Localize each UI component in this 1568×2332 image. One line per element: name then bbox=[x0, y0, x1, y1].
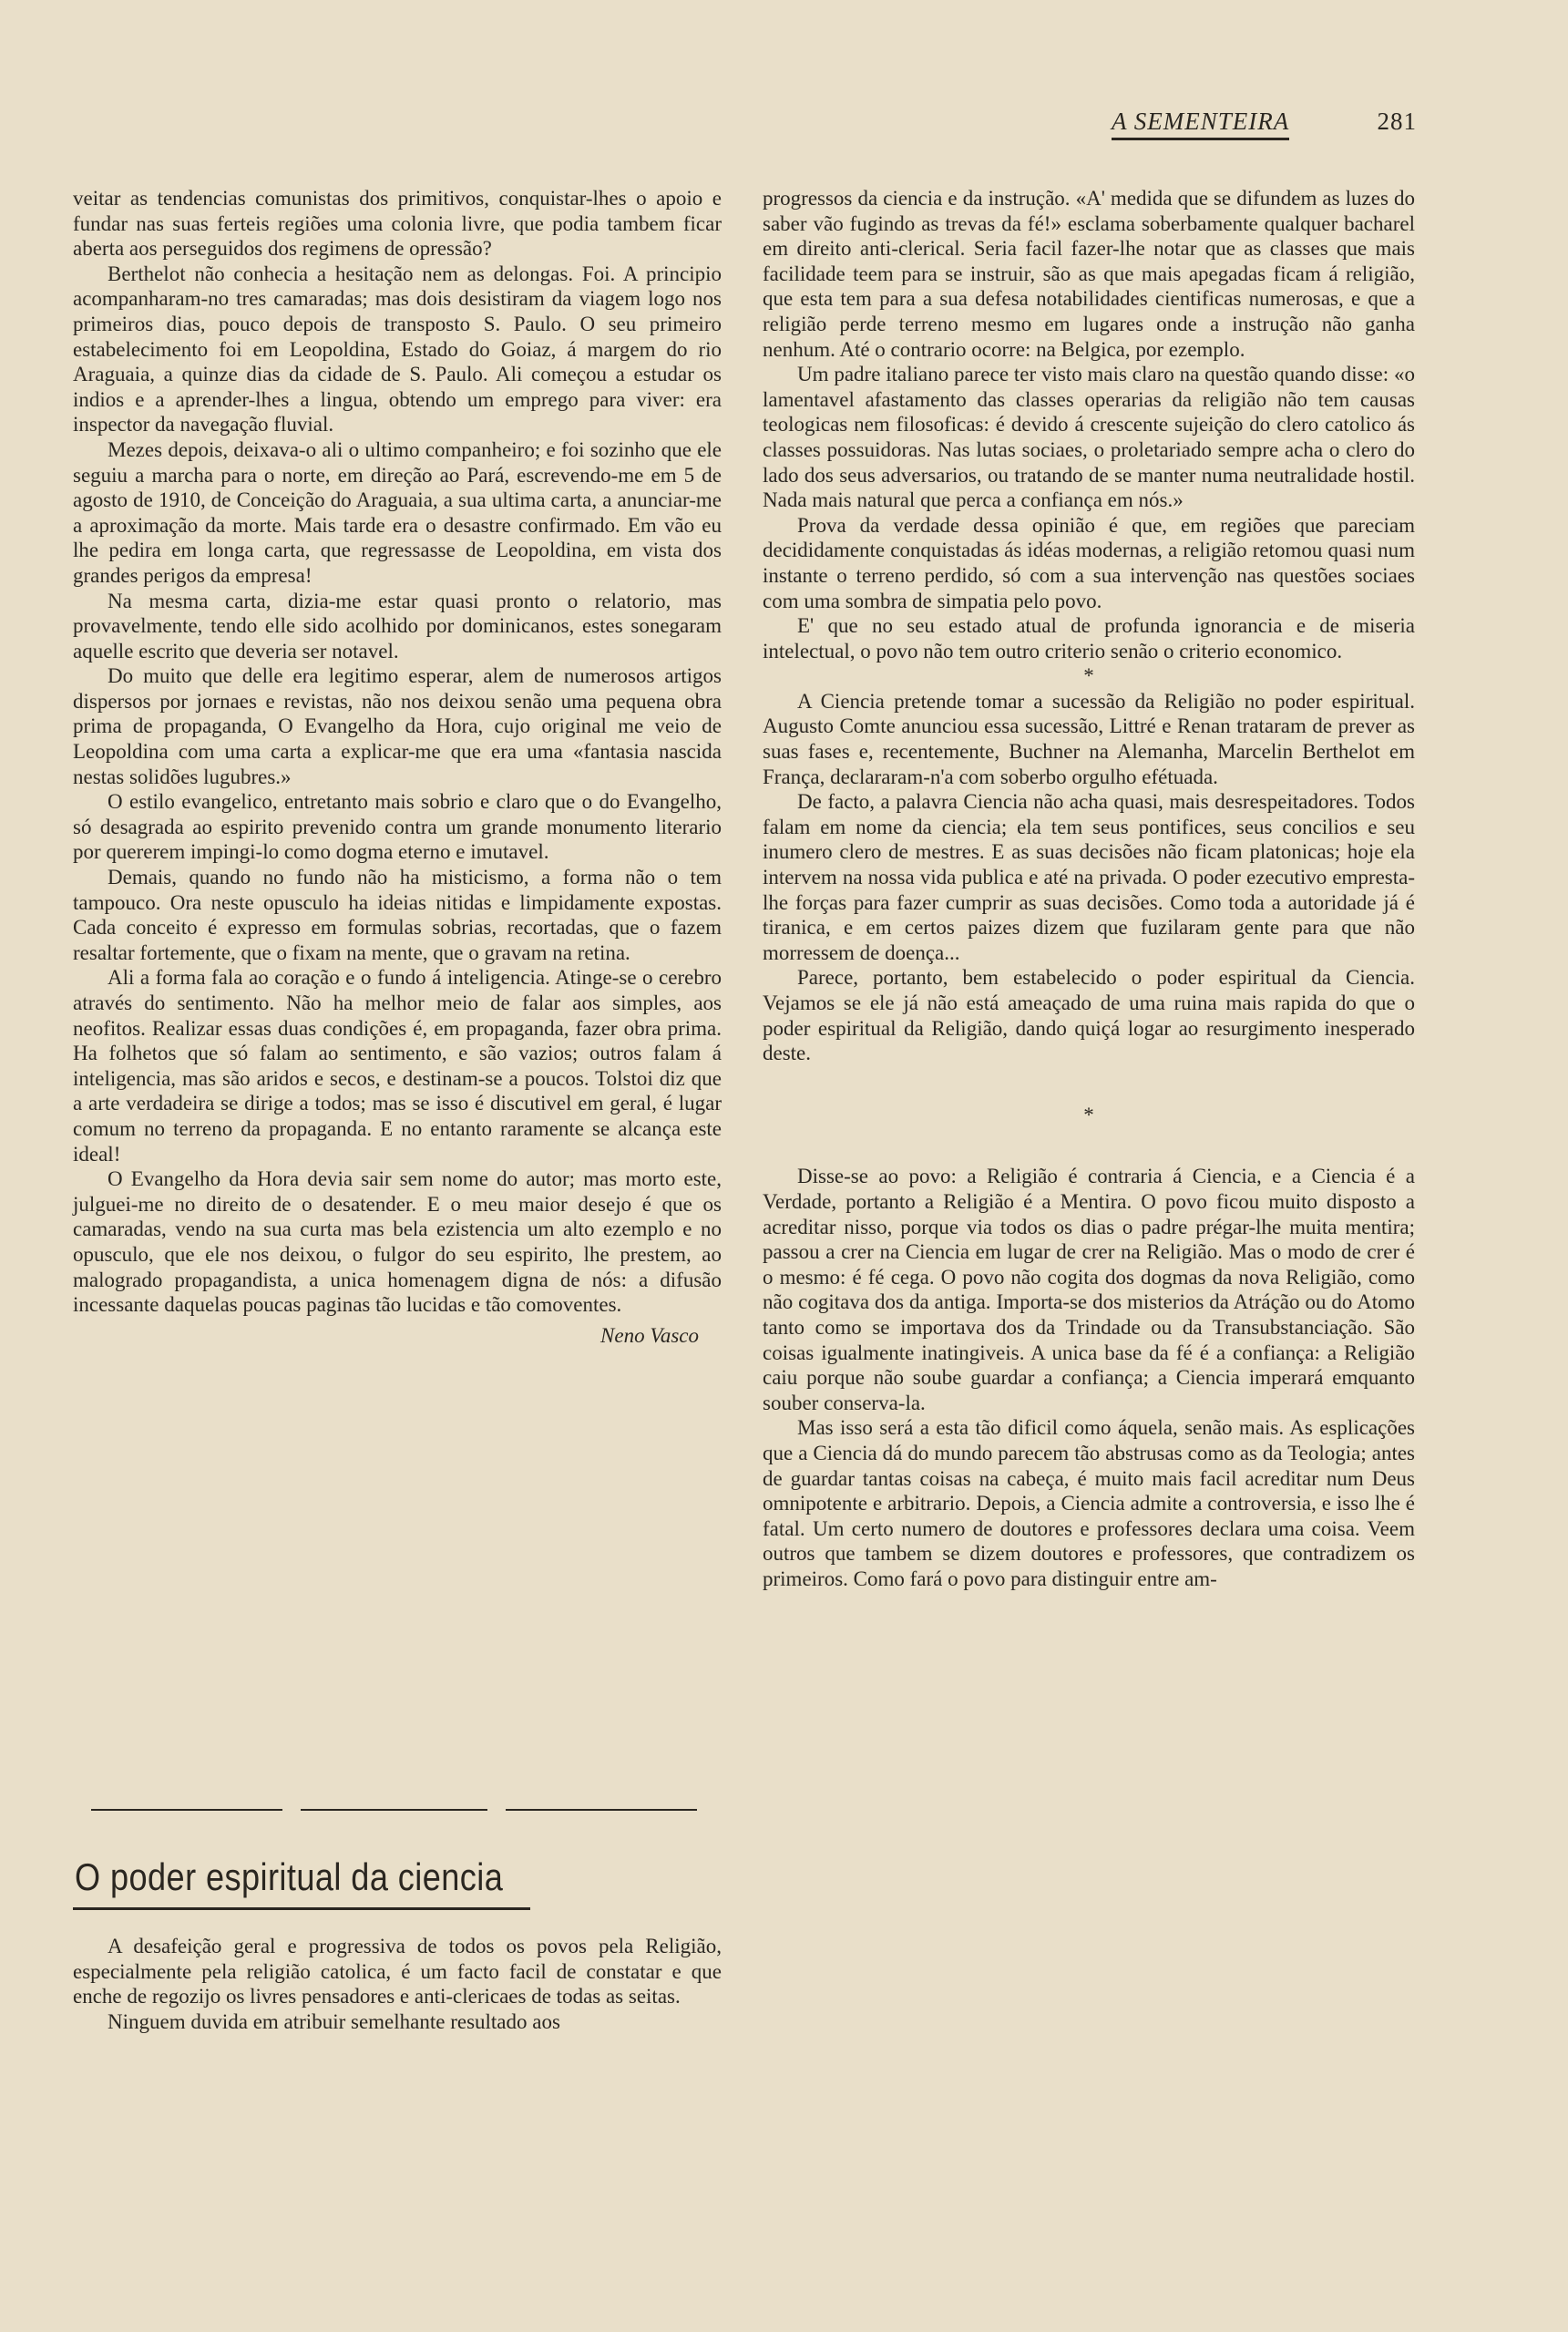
right-column bbox=[763, 186, 1415, 2100]
section-asterisk: * bbox=[1083, 664, 1094, 688]
journal-title: A SEMENTEIRA bbox=[1112, 108, 1289, 140]
page-number: 281 bbox=[1377, 108, 1417, 135]
paragraph: De facto, a palavra Ciencia não acha quasi, mais desrespeitadores. Todos falam em nome da ciencia; ela tem seus pontifices, seus concilios e seu inumero clero de mestres. E as suas decisões não ficam platonicas; hoje ela intervem na nossa vida publica e até na privada. O poder ezecutivo empresta-lhe forças para fazer cumprir as suas decisões. Como toda a autoridade já é tiranica, e em certos paizes dizem que fuzilaram gente para que não morressem de doença... bbox=[763, 790, 1415, 964]
divider-rule bbox=[301, 1809, 487, 1811]
paragraph: O estilo evangelico, entretanto mais sobrio e claro que o do Evangelho, só desagrada ao espirito prevenido contra um grande monumento literario por quererem impingi-lo como dogma eterno e imutavel. bbox=[73, 790, 722, 864]
paragraph: O Evangelho da Hora devia sair sem nome do autor; mas morto este, julguei-me no direito de o desatender. E o meu maior desejo é que os camaradas, vendo na sua curta mas bela ezistencia um alto ezemplo e no opusculo, que ele nos deixou, o fulgor do seu espirito, lhe prestem, ao malogrado propagandista, a unica homenagem digna de nós: a difusão incessante daquelas poucas paginas tão lucidas e tão comoventes. bbox=[73, 1167, 722, 1317]
paragraph: Mezes depois, deixava-o ali o ultimo companheiro; e foi sozinho que ele seguiu a marcha para o norte, em direção ao Pará, escrevendo-me em 5 de agosto de 1910, de Conceição do Araguaia, a sua ultima carta, a anunciar-me a aproximação da morte. Mais tarde era o desastre confirmado. Em vão eu lhe pedira em longa carta, que regressasse de Leopoldina, em vista dos grandes perigos da empresa! bbox=[73, 437, 722, 587]
divider-rule bbox=[91, 1809, 282, 1811]
paragraph: Do muito que delle era legitimo esperar, alem de numerosos artigos dispersos por jornaes e revistas, não nos deixou senão uma pequena obra prima de propaganda, O Evangelho da Hora, cujo original me veio de Leopoldina com uma carta a explicar-me que era uma «fantasia nascida nestas solidões lugubres.» bbox=[73, 664, 722, 788]
paragraph: Berthelot não conhecia a hesitação nem as delongas. Foi. A principio acompanharam-no tres camaradas; mas dois desistiram da viagem logo nos primeiros dias, pouco depois de transposto S. Paulo. O seu primeiro estabelecimento foi em Leopoldina, Estado do Goiaz, á margem do rio Araguaia, a quinze dias da cidade de S. Paulo. Ali começou a estudar os indios e a aprender-lhes a lingua, obtendo um emprego para viver: era inspector da navegação fluvial. bbox=[73, 262, 722, 437]
section-asterisk: * bbox=[1083, 1103, 1094, 1126]
paragraph: Ali a forma fala ao coração e o fundo á inteligencia. Atinge-se o cerebro através do sentimento. Não ha melhor meio de falar aos simples, aos neofitos. Realizar essas duas condições é, em propaganda, fazer obra prima. Ha folhetos que só falam ao sentimento, e são vazios; outros falam á inteligencia, mas são aridos e secos, e destinam-se a poucos. Tolstoi diz que a arte verdadeira se dirige a todos; mas se isso é discutivel em geral, é lugar comum no terreno da propaganda. E no entanto raramente se alcança este ideal! bbox=[73, 966, 722, 1166]
paragraph: Demais, quando no fundo não ha misticismo, a forma não o tem tampouco. Ora neste opusculo ha ideias nitidas e limpidamente expostas. Cada conceito é expresso em formulas sobrias, recortadas, que o fazem resaltar fortemente, que o fixam na mente, que o gravam na retina. bbox=[73, 866, 722, 964]
title-underline bbox=[73, 1907, 530, 1910]
paragraph: Um padre italiano parece ter visto mais claro na questão quando disse: «o lamentavel afastamento das classes operarias da religião não tem causas teologicas nem filosoficas: é devido á crescente sujeição do clero catolico ás classes possuidoras. Nas lutas sociaes, o proletariado sempre acha o clero do lado dos seus adversarios, ou tratando de se manter numa neutralidade hostil. Nada mais natural que perca a confiança em nós.» bbox=[763, 363, 1415, 512]
paragraph: E' que no seu estado atual de profunda ignorancia e de miseria intelectual, o povo não tem outro criterio senão o criterio economico. bbox=[763, 614, 1415, 663]
paragraph: Mas isso será a esta tão dificil como áquela, senão mais. As esplicações que a Ciencia dá do mundo parecem tão abstrusas como as da Teologia; antes de guardar tantas coisas na cabeça, é muito mais facil acreditar num Deus omnipotente e arbitrario. Depois, a Ciencia admite a controversia, e isso lhe é fatal. Um certo numero de doutores e professores declara uma coisa. Veem outros que tambem se dizem doutores e professores, que contradizem os primeiros. Como fará o povo para distinguir entre am- bbox=[763, 1416, 1415, 1590]
article-title: O poder espiritual da ciencia bbox=[75, 1855, 504, 1898]
paragraph: A Ciencia pretende tomar a sucessão da Religião no poder espiritual. Augusto Comte anunciou essa sucessão, Littré e Renan trataram de prever as suas fases e, recentemente, Buchner na Alemanha, Marcelin Berthelot em França, declararam-n'a com soberbo orgulho efétuada. bbox=[763, 689, 1415, 788]
article-intro bbox=[73, 1934, 722, 2098]
paragraph: Disse-se ao povo: a Religião é contraria á Ciencia, e a Ciencia é a Verdade, portanto a Religião é a Mentira. O povo ficou muito disposto a acreditar nisso, porque via todos os dias o padre prégar-lhe muita mentira; passou a crer na Ciencia em lugar de crer na Religião. Mas o modo de crer é o mesmo: é fé cega. O povo não cogita dos dogmas da nova Religião, como não cogitava dos da antiga. Importa-se dos misterios da Atráção ou do Atomo tanto como se importava dos da Trindade ou da Transubstanciação. São coisas igualmente inatingiveis. A unica base da fé é a confiança: a Religião caiu porque não soube guardar a confiança; a Ciencia imperará emquanto souber conserva-la. bbox=[763, 1165, 1415, 1414]
section-divider bbox=[91, 1809, 697, 1818]
paragraph: Ninguem duvida em atribuir semelhante resultado aos bbox=[108, 2009, 560, 2033]
paragraph: Parece, portanto, bem estabelecido o poder espiritual da Ciencia. Vejamos se ele já não está ameaçado de uma ruina mais rapida do que o poder espiritual da Religião, dando quiçá logar ao resurgimento inesperado deste. bbox=[763, 966, 1415, 1065]
paragraph: A desafeição geral e progressiva de todos os povos pela Religião, especialmente pela religião catolica, é um facto facil de constatar e que enche de regozijo os livres pensadores e anti-clericaes de todas as seitas. bbox=[73, 1935, 722, 2008]
paragraph: Prova da verdade dessa opinião é que, em regiões que pareciam decididamente conquistadas ás idéas modernas, a religião retomou quasi num instante o terreno perdido, só com a sua intervenção nas questões sociaes com uma sombra de simpatia pelo povo. bbox=[763, 513, 1415, 612]
paragraph: progressos da ciencia e da instrução. «A' medida que se difundem as luzes do saber vão fugindo as trevas da fé!» esclama soberbamente qualquer bacharel em direito anti-clerical. Seria facil fazer-lhe notar que as classes que mais facilidade teem para se instruir, são as que mais apegadas ficam á religião, que esta tem para a sua defesa notabilidades cientificas numerosas, e que a religião perde terreno mesmo em lugares onde a instrução não ganha nenhum. Até o contrario ocorre: na Belgica, por ezemplo. bbox=[763, 187, 1415, 361]
author-signature: Neno Vasco bbox=[600, 1323, 699, 1347]
running-head bbox=[1102, 108, 1417, 144]
paragraph: veitar as tendencias comunistas dos primitivos, conquistar-lhes o apoio e fundar nas suas ferteis regiões uma colonia livre, que podia tambem ficar aberta aos perseguidos dos regimens de opressão? bbox=[73, 187, 722, 261]
divider-rule bbox=[506, 1809, 697, 1811]
left-column bbox=[73, 186, 722, 1762]
paragraph: Na mesma carta, dizia-me estar quasi pronto o relatorio, mas provavelmente, tendo elle sido acolhido por dominicanos, estes sonegaram aquelle escrito que deveria ser notavel. bbox=[73, 589, 722, 663]
